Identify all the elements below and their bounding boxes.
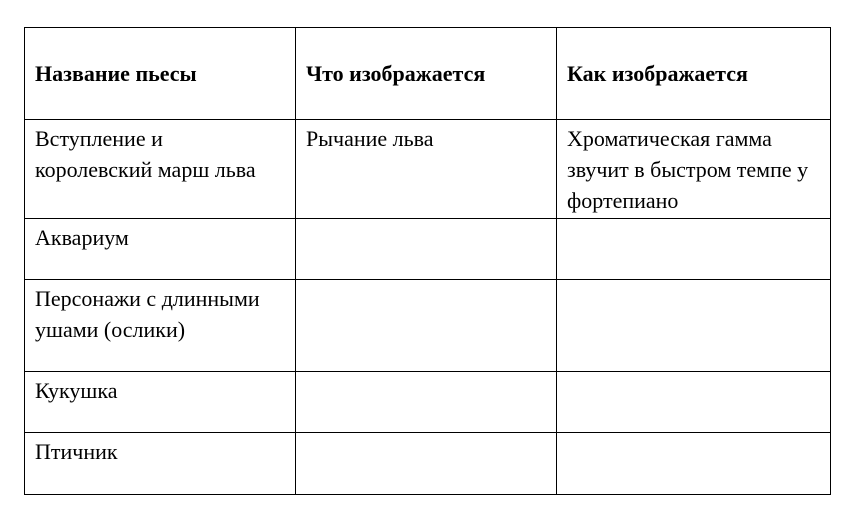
table-row [25, 372, 831, 433]
table-header-row [25, 28, 831, 120]
header-how-depicted: Как изображается [557, 28, 831, 120]
table-row [25, 433, 831, 495]
table-cell [296, 372, 557, 433]
table-cell: Хроматическая гамма звучит в быстром темпе у фортепиано [557, 120, 831, 219]
table-cell [557, 372, 831, 433]
table-cell [296, 433, 557, 495]
table-row [25, 280, 831, 372]
table-cell: Рычание льва [296, 120, 557, 219]
table-row [25, 219, 831, 280]
header-piece-name: Название пьесы [25, 28, 296, 120]
table-cell: Вступление и королевский марш льва [25, 120, 296, 219]
header-what-depicted: Что изображается [296, 28, 557, 120]
table-cell: Птичник [25, 433, 296, 495]
table-cell [296, 280, 557, 372]
table-cell: Аквариум [25, 219, 296, 280]
table-cell: Кукушка [25, 372, 296, 433]
pieces-table [24, 27, 831, 495]
table-cell [557, 433, 831, 495]
table-row [25, 120, 831, 219]
table-cell [296, 219, 557, 280]
table-cell [557, 219, 831, 280]
table-cell: Персонажи с длинными ушами (ослики) [25, 280, 296, 372]
table-cell [557, 280, 831, 372]
